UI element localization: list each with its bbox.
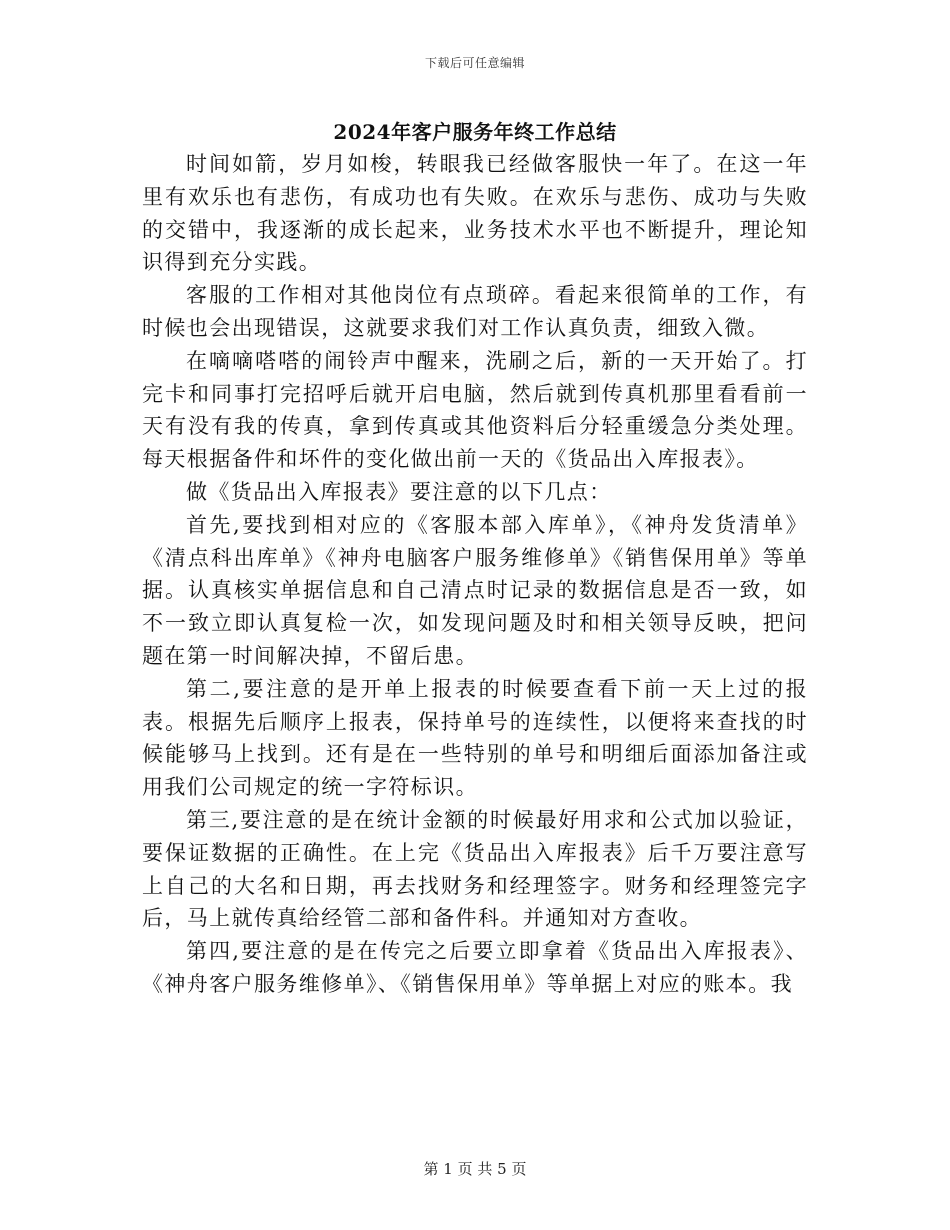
paragraph: 第三,要注意的是在统计金额的时候最好用求和公式加以验证，要保证数据的正确性。在上完《货品出入库报表》后千万要注意写上自己的大名和日期，再去找财务和经理签字。财务和经理签完字后，马上就传真给经管二部和备件科。并通知对方查收。 [142,807,808,931]
paragraph: 第四,要注意的是在传完之后要立即拿着《货品出入库报表》、《神舟客户服务维修单》、《销售保用单》等单据上对应的账本。我 [142,939,808,996]
page-number: 第 1 页 共 5 页 [423,1160,527,1178]
header-note: 下载后可任意编辑 [424,56,525,70]
paragraph: 在嘀嘀嗒嗒的闹铃声中醒来，洗刷之后，新的一天开始了。打完卡和同事打完招呼后就开启电脑，然后就到传真机那里看看前一天有没有我的传真，拿到传真或其他资料后分轻重缓急分类处理。每天根据备件和坏件的变化做出前一天的《货品出入库报表》。 [142,348,808,472]
paragraph: 首先,要找到相对应的《客服本部入库单》，《神舟发货清单》《清点科出库单》《神舟电脑客户服务维修单》《销售保用单》等单据。认真核实单据信息和自己清点时记录的数据信息是否一致，如不一致立即认真复检一次，如发现问题及时和相关领导反映，把问题在第一时间解决掉，不留后患。 [142,512,808,668]
paragraph: 做《货品出入库报表》要注意的以下几点： [186,479,612,504]
paragraph: 时间如箭，岁月如梭，转眼我已经做客服快一年了。在这一年里有欢乐也有悲伤，有成功也有失败。在欢乐与悲伤、成功与失败的交错中，我逐渐的成长起来，业务技术水平也不断提升，理论知识得到充分实践。 [142,152,808,275]
paragraph: 客服的工作相对其他岗位有点琐碎。看起来很简单的工作，有时候也会出现错误，这就要求我们对工作认真负责，细致入微。 [142,283,808,340]
document-title: 2024年客户服务年终工作总结 [333,120,617,144]
document-body [142,148,808,1001]
paragraph: 第二,要注意的是开单上报表的时候要查看下前一天上过的报表。根据先后顺序上报表，保持单号的连续性，以便将来查找的时候能够马上找到。还有是在一些特别的单号和明细后面添加备注或用我们公司规定的统一字符标识。 [142,676,808,800]
